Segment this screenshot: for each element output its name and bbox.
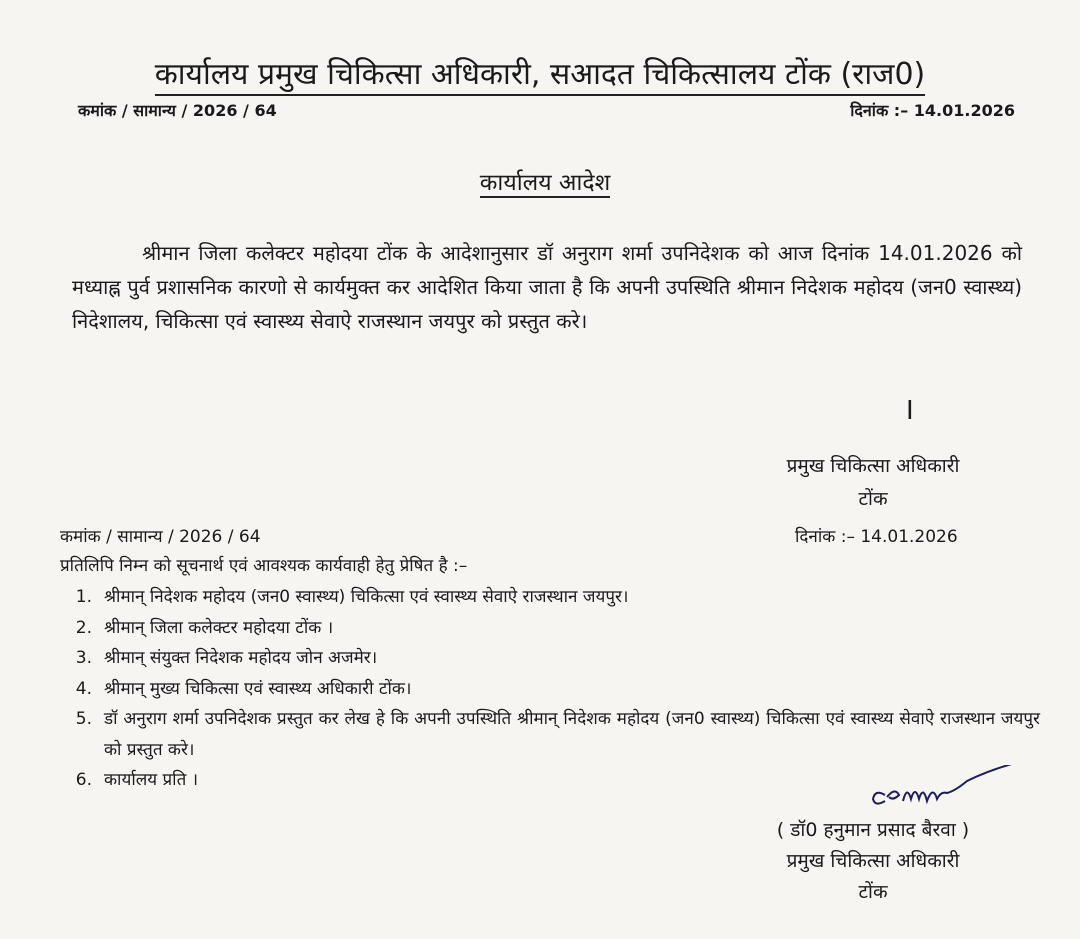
list-item: 1. श्रीमान् निदेशक महोदय (जन0 स्वास्थ्य) चिकित्सा एवं स्वास्थ्य सेवाऐ राजस्थान जयपुर। xyxy=(75,587,629,607)
order-body: श्रीमान जिला कलेक्टर महोदया टोंक के आदेशानुसार डॉ अनुराग शर्मा उपनिदेशक को आज दिनांक 14.01.2026 को मध्याह्न पुर्व प्रशासनिक कारणो से कार्यमुक्त कर आदेशित किया जाता है कि अपनी उपस्थिति श्रीमान निदेशक महोदय (जन0 स्वास्थ्य) निदेशालय, चिकित्सा एवं स्वास्थ्य सेवाऐ राजस्थान जयपुर को प्रस्तुत करे। xyxy=(72,241,1022,333)
signatory-place: टोंक xyxy=(858,881,888,903)
copy-intro: प्रतिलिपि निम्न को सूचनार्थ एवं आवश्यक कार्यवाही हेतु प्रेषित है :– xyxy=(60,556,468,576)
ref-number: कमांक / सामान्य / 2026 / 64 xyxy=(78,101,277,120)
office-title: कार्यालय प्रमुख चिकित्सा अधिकारी, सआदत चिकित्सालय टोंक (राज0) xyxy=(0,52,1080,93)
signatory-place: टोंक xyxy=(858,488,888,510)
list-item: 4. श्रीमान् मुख्य चिकित्सा एवं स्वास्थ्य अधिकारी टोंक। xyxy=(75,678,412,699)
signature-mark: I xyxy=(906,396,914,426)
copy-ref-number: कमांक / सामान्य / 2026 / 64 xyxy=(60,527,261,547)
signatory-block xyxy=(743,450,1003,516)
copy-recipient-list xyxy=(60,582,1040,796)
order-date: दिनांक :– 14.01.2026 xyxy=(850,101,1015,120)
copy-date: दिनांक :– 14.01.2026 xyxy=(795,527,958,547)
list-item: 5. डॉ अनुराग शर्मा उपनिदेशक प्रस्तुत कर लेख हे कि अपनी उपस्थिति श्रीमान् निदेशक महोदय (जन0 स्वास्थ्य) चिकित्सा एवं स्वास्थ्य सेवाऐ राजस्थान जयपुर को प्रस्तुत करे। xyxy=(75,709,1040,760)
signature-block xyxy=(743,815,1003,908)
signatory-name: ( डॉ0 हनुमान प्रसाद बैरवा ) xyxy=(776,819,970,841)
order-heading: कार्यालय आदेश xyxy=(479,170,611,196)
list-item: 2. श्रीमान् जिला कलेक्टर महोदया टोंक । xyxy=(75,617,334,638)
signatory-designation: प्रमुख चिकित्सा अधिकारी xyxy=(786,850,960,872)
handwritten-signature xyxy=(865,765,1025,815)
list-item: 6. कार्यालय प्रति । xyxy=(75,770,199,790)
signatory-title: प्रमुख चिकित्सा अधिकारी xyxy=(786,455,960,477)
list-item: 3. श्रीमान् संयुक्त निदेशक महोदय जोन अजमेर। xyxy=(75,648,378,668)
